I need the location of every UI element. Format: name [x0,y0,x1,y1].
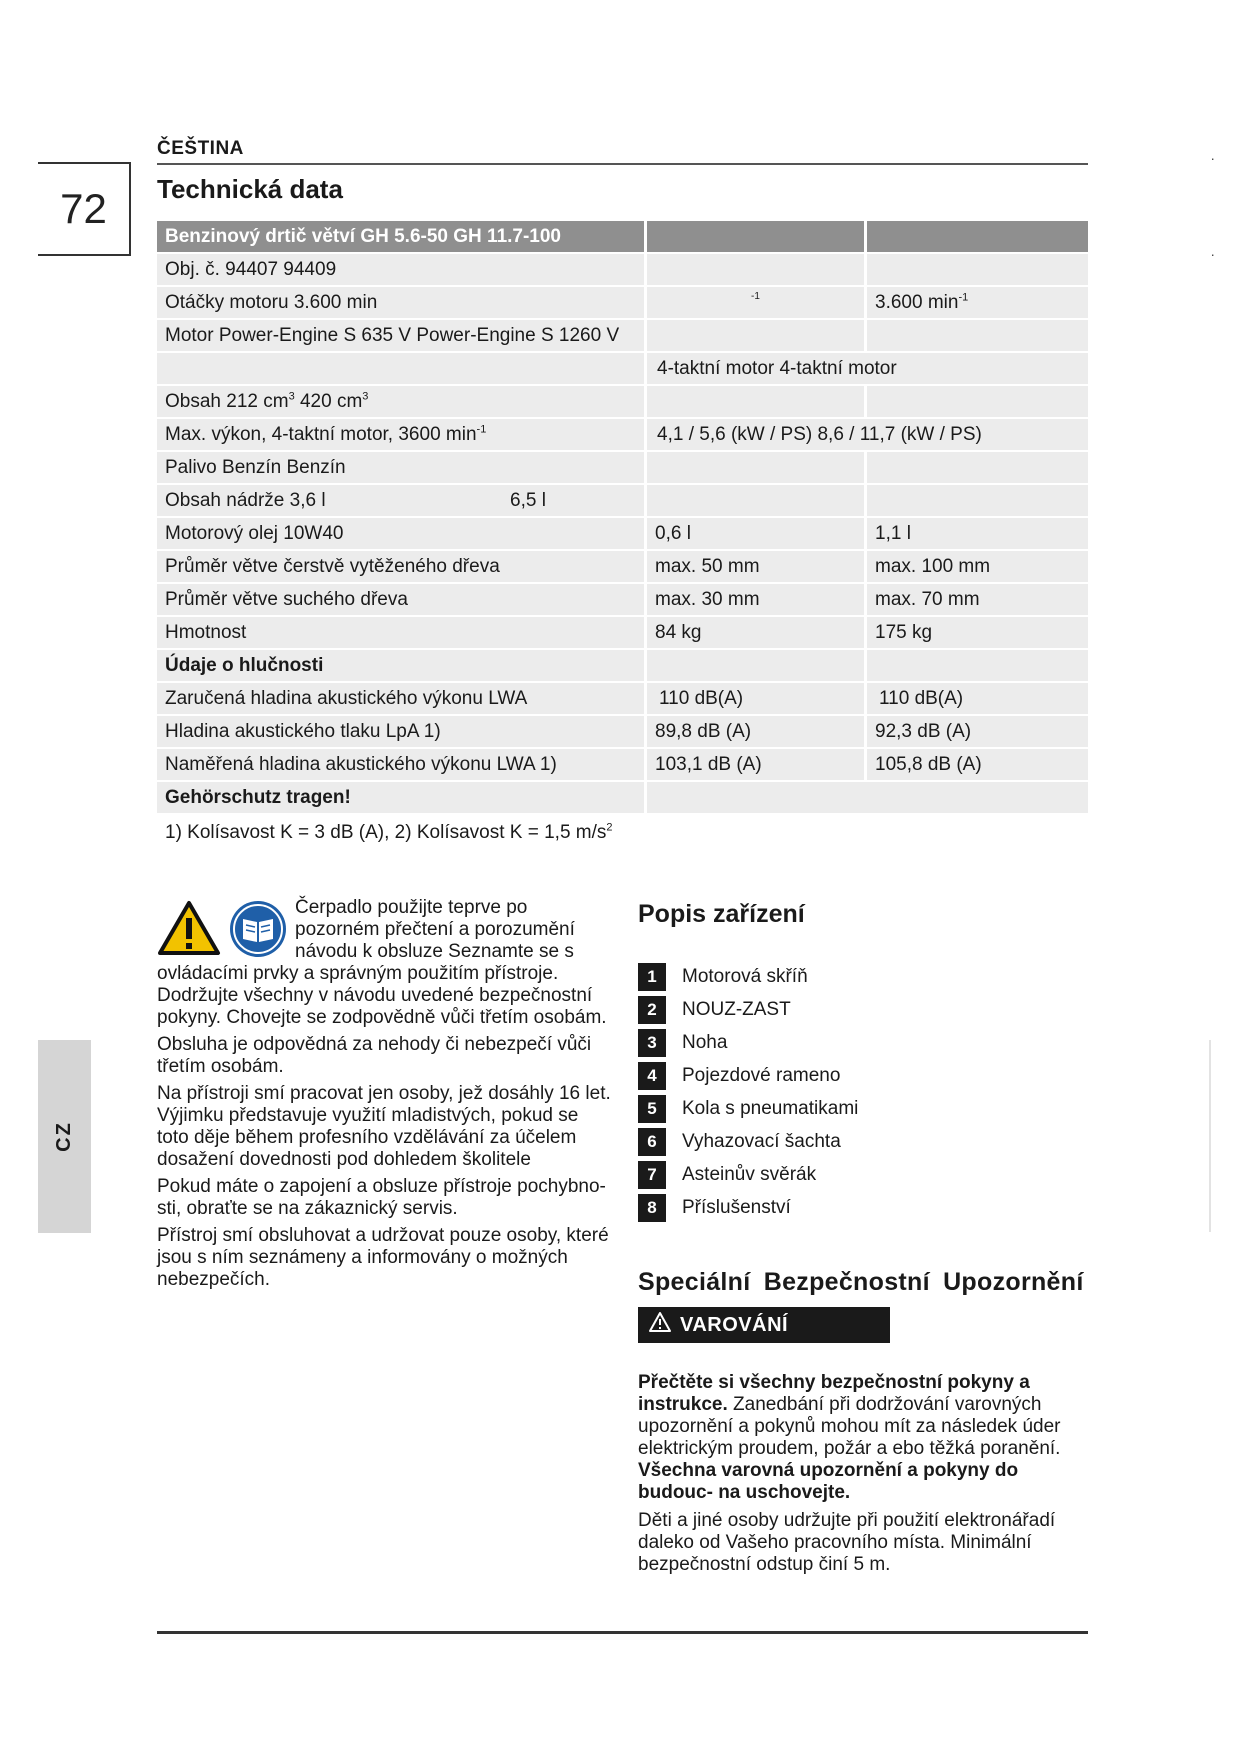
row-value-2: 110 dB(A) [867,683,1088,716]
row-label-tail: 420 cm [294,390,363,412]
row-label: Průměr větve suchého dřeva [157,584,647,617]
row-label: Obj. č. 94407 94409 [157,254,647,287]
row-value-2: 105,8 dB (A) [867,749,1088,782]
row-value-2: 1,1 l [867,518,1088,551]
row-label [157,386,647,419]
row-label: Údaje o hlučnosti [157,650,647,683]
list-item [638,1125,1078,1158]
row-value-span: 4-taktní motor 4-taktní motor [647,353,1088,386]
row-value-2: max. 100 mm [867,551,1088,584]
part-label: Kola s pneumatikami [682,1097,859,1119]
part-number-badge: 7 [638,1161,666,1189]
special-safety-text [638,1372,1098,1582]
row-value-2 [867,485,1088,518]
page-number: 72 [38,162,131,256]
part-label: Noha [682,1031,728,1053]
table-row [157,386,1088,419]
safety-icons [157,900,287,963]
row-value-1: max. 30 mm [647,584,867,617]
special-safety-title: Speciální Bezpečnostní Upozornění [638,1268,1084,1296]
row-value-2 [867,386,1088,419]
side-tab-label: CZ [52,1121,75,1152]
list-item [638,1059,1078,1092]
footnote-sup: 2 [606,821,613,834]
part-number-badge: 6 [638,1128,666,1156]
row-value-1: 103,1 dB (A) [647,749,867,782]
row-value-2 [867,254,1088,287]
spec-table [157,221,1088,815]
row-value-1: max. 50 mm [647,551,867,584]
row-label: Zaručená hladina akustického výkonu LWA [157,683,647,716]
row-value-1: 84 kg [647,617,867,650]
row-label-sup: -1 [476,423,487,436]
table-row [157,650,1088,683]
table-row [157,617,1088,650]
row-label [157,485,647,518]
table-row [157,716,1088,749]
description-title: Popis zařízení [638,900,805,928]
part-label: Motorová skříň [682,965,808,987]
row-value-2-sup: -1 [958,291,969,304]
margin-mark: · [1210,150,1215,166]
table-row [157,551,1088,584]
row-value-2 [867,320,1088,353]
row-value-1: 110 dB(A) [647,683,867,716]
row-value-2 [867,650,1088,683]
language-side-tab [38,1040,91,1233]
safety-bold-text: Všechna varovná upozornění a pokyny do budouc- na uschovejte. [638,1460,1019,1503]
row-value-1 [647,485,867,518]
part-number-badge: 2 [638,996,666,1024]
row-value-1: 0,6 l [647,518,867,551]
safety-text: Zanedbání při dodržování varovných upozornění a pokynů mohou mít za následek úder elektrickým proudem, požár a ebo těžká poranění. [638,1394,1061,1459]
table-row [157,749,1088,782]
warning-banner [638,1307,890,1343]
row-label: Hladina akustického tlaku LpA 1) [157,716,647,749]
list-item [638,993,1078,1026]
table-row [157,254,1088,287]
part-label: Příslušenství [682,1196,791,1218]
margin-mark: · [1210,246,1215,262]
row-label-tail-sup: 3 [362,390,369,403]
row-label-extra: 6,5 l [510,489,546,511]
footnote-text: 1) Kolísavost K = 3 dB (A), 2) Kolísavost K = 1,5 m/s [165,822,607,843]
part-label: Vyhazovací šachta [682,1130,841,1152]
list-item [638,1158,1078,1191]
warning-label: VAROVÁNÍ [680,1313,789,1336]
table-row [157,584,1088,617]
table-row [157,782,1088,815]
part-number-badge: 1 [638,963,666,991]
table-row [157,419,1088,452]
part-label: NOUZ-ZAST [682,998,791,1020]
row-label [157,353,647,386]
row-value-2 [867,452,1088,485]
list-item [638,1092,1078,1125]
row-value-2: max. 70 mm [867,584,1088,617]
safety-paragraph: ovládacími prvky a správným použitím přístroje. Dodržujte všechny v návodu uvedené bezpečnostní pokyny. Chovejte se zodpovědně vůči třetím osobám. [157,963,607,1028]
row-value-2-text: 3.600 min [875,291,959,313]
row-value-span [647,782,1088,815]
row-label-text: Obsah 212 cm [165,390,289,412]
table-row [157,452,1088,485]
part-number-badge: 8 [638,1194,666,1222]
part-number-badge: 5 [638,1095,666,1123]
row-value-1 [647,254,867,287]
spec-table-header-cell [647,221,867,254]
table-footnote [165,822,613,844]
row-label: Průměr větve čerstvě vytěženého dřeva [157,551,647,584]
list-item [638,1026,1078,1059]
row-value-1 [647,320,867,353]
spec-table-header-row [157,221,1088,254]
list-item [638,960,1078,993]
read-manual-icon [229,900,287,963]
safety-intro: Čerpadlo použijte teprve po pozorném přečtení a porozumění návodu k obsluze Seznamte se s [295,897,575,962]
row-value-1 [647,287,867,320]
edge-line [1209,1040,1211,1232]
footer-rule [157,1631,1088,1634]
row-label: Otáčky motoru 3.600 min [157,287,647,320]
row-value-2: 175 kg [867,617,1088,650]
row-label-text: Obsah nádrže 3,6 l [165,489,326,511]
list-item [638,1191,1078,1224]
safety-paragraph: Na přístroji smí pracovat jen osoby, jež dosáhly 16 let. Výjimku představuje využití mladistvých, pokud se toto děje během profesního vzdělávání za účelem dosažení dovednosti pod dohledem školitele [157,1083,611,1170]
table-row [157,287,1088,320]
safety-paragraph: Obsluha je odpovědná za nehody či nebezpečí vůči třetím osobám. [157,1034,592,1077]
part-number-badge: 4 [638,1062,666,1090]
safety-bold-text: Přečtěte si všechny bezpečnostní pokyny a instrukce. [638,1372,1030,1415]
row-label: Palivo Benzín Benzín [157,452,647,485]
page-title: Technická data [157,174,343,204]
row-label: Motorový olej 10W40 [157,518,647,551]
table-row [157,353,1088,386]
row-label: Motor Power-Engine S 635 V Power-Engine S 1260 V [157,320,647,353]
table-row [157,683,1088,716]
table-row [157,485,1088,518]
row-value-2 [867,287,1088,320]
row-label-sup: 3 [288,390,295,403]
row-label [157,419,647,452]
parts-list [638,960,1078,1224]
table-row [157,320,1088,353]
table-row [157,518,1088,551]
safety-paragraph [638,1372,1098,1504]
safety-left-column [157,963,612,1296]
safety-paragraph: Pokud máte o zapojení a obsluze přístroje pochybno- sti, obraťte se na zákaznický servis. [157,1176,606,1219]
row-value-1 [647,386,867,419]
row-value-1-sup: -1 [751,290,760,302]
safety-paragraph: Děti a jiné osoby udržujte při použití elektronářadí daleko od Vašeho pracovního místa. Minimální bezpečnostní odstup činí 5 m. [638,1510,1056,1575]
language-label: ČEŠTINA [157,138,244,159]
row-value-1 [647,452,867,485]
spec-table-header-cell [867,221,1088,254]
part-label: Asteinův svěrák [682,1163,817,1185]
row-label: Hmotnost [157,617,647,650]
safety-paragraph: Přístroj smí obsluhovat a udržovat pouze osoby, které jsou s ním seznámeny a informovány o možných nebezpečích. [157,1225,609,1290]
spec-table-header: Benzinový drtič větví GH 5.6-50 GH 11.7-100 [157,221,647,254]
row-value-1 [647,650,867,683]
warning-outline-icon [648,1311,680,1339]
warning-triangle-icon [157,900,221,963]
row-label-text: Max. výkon, 4-taktní motor, 3600 min [165,423,477,445]
row-label: Naměřená hladina akustického výkonu LWA 1) [157,749,647,782]
row-value-1: 89,8 dB (A) [647,716,867,749]
row-value-span: 4,1 / 5,6 (kW / PS) 8,6 / 11,7 (kW / PS) [647,419,1088,452]
part-label: Pojezdové rameno [682,1064,841,1086]
row-value-2: 92,3 dB (A) [867,716,1088,749]
row-label: Gehörschutz tragen! [157,782,647,815]
header-rule [157,163,1088,165]
part-number-badge: 3 [638,1029,666,1057]
